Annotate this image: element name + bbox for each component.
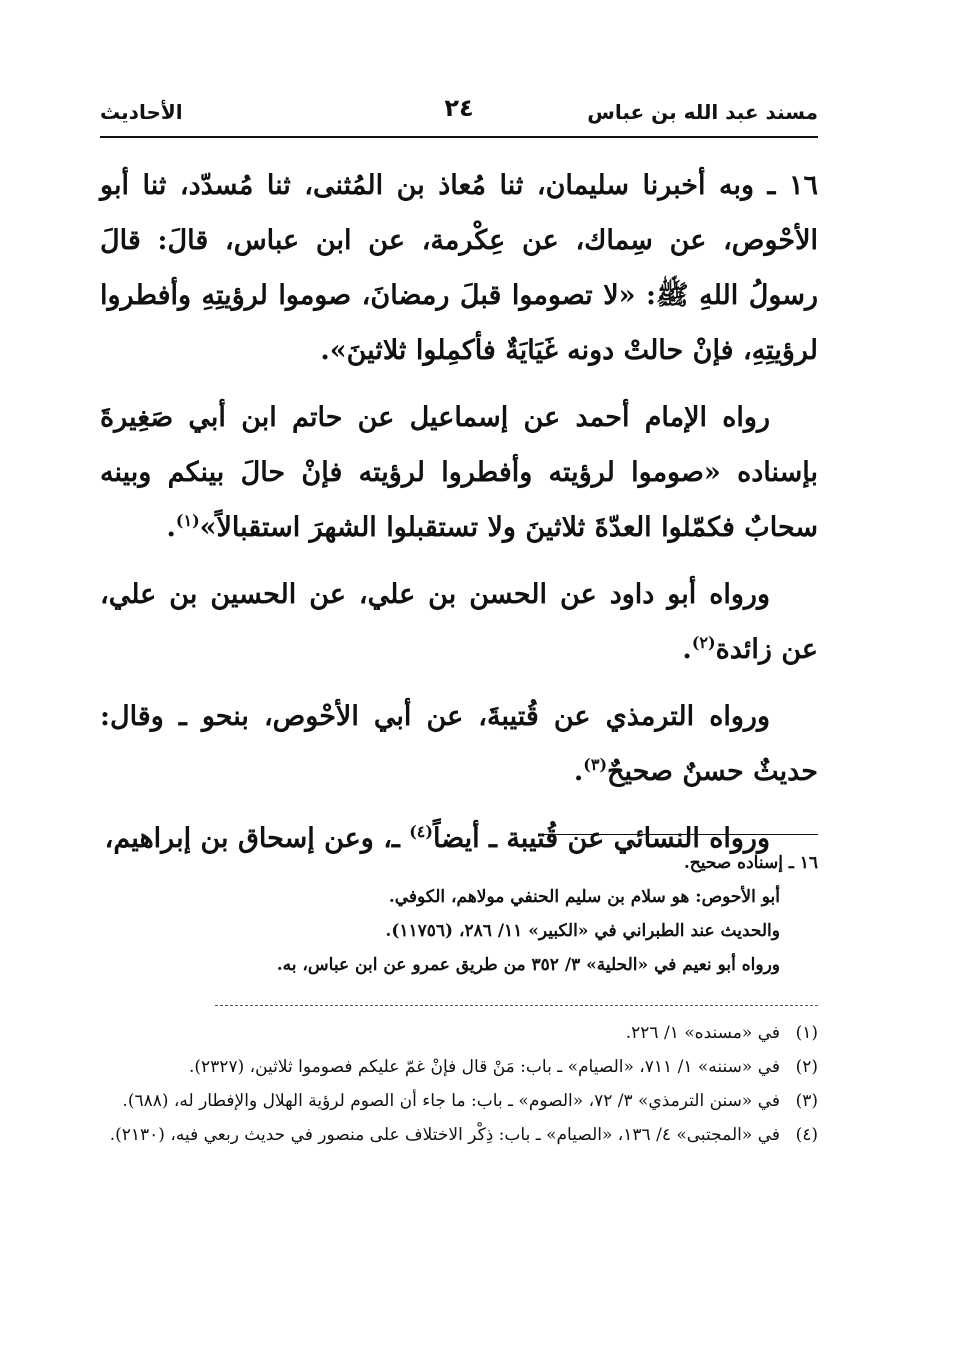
commentary-line-3: والحديث عند الطبراني في «الكبير» ١١/ ٢٨٦، (١١٧٥٦). [385, 921, 780, 941]
footnote-number: (١) [795, 1023, 818, 1043]
hadith-16-text: ١٦ ـ وبه أخبرنا سليمان، ثنا مُعاذ بن المُثنى، ثنا مُسدّد، ثنا أبو الأحْوص، عن سِماك، عن عِكْرمة، عن ابن عباس، قالَ: قالَ رسولُ اللهِ ﷺ: «لا تصوموا قبلَ رمضانَ، صوموا لرؤيتِهِ وأفطروا لرؤيتِهِ، فإنْ حالتْ دونه غَيَايَةٌ فأكمِلوا ثلاثينَ». [100, 170, 818, 366]
header-book-title: مسند عبد الله بن عباس [587, 100, 818, 124]
footnote-ref-1[interactable]: (١) [175, 511, 200, 530]
abudawud-narration-text: ورواه أبو داود عن الحسن بن علي، عن الحسين بن علي، عن زائدة [100, 579, 818, 665]
tirmidhi-narration: ورواه الترمذي عن قُتيبةَ، عن أبي الأحْوص، بنحو ـ وقال: حديثٌ حسنٌ صحيحٌ$^{(٣)}$. [100, 701, 818, 787]
running-header [100, 92, 818, 132]
footnote-item [100, 1016, 818, 1050]
footnote-item [100, 1118, 818, 1152]
footnote-ref-4[interactable]: (٤) [409, 822, 433, 841]
main-text [100, 158, 818, 866]
footnote-text: في «المجتبى» ٤/ ١٣٦، «الصيام» ـ باب: ذِكْر الاختلاف على منصور في حديث ربعي فيه، (٢١٣٠). [109, 1125, 780, 1145]
footnote-item [100, 1084, 818, 1118]
commentary-line-1: ١٦ ـ إسناده صحيح. [683, 853, 818, 873]
footnote-item [100, 1050, 818, 1084]
footnote-separator [538, 834, 818, 835]
footnote-ref-2[interactable]: (٢) [691, 633, 716, 652]
header-rule [100, 136, 818, 138]
page-number: ٢٤ [444, 94, 474, 122]
commentary-line-4: ورواه أبو نعيم في «الحلية» ٣/ ٣٥٢ من طريق عمرو عن ابن عباس، به. [276, 955, 780, 975]
nasai-narration-text-b: ـ، وعن إسحاق بن إبراهيم، [104, 823, 410, 854]
footnote-number: (٣) [795, 1091, 818, 1111]
footnote-text: في «سننه» ١/ ٧١١، «الصيام» ـ باب: مَنْ قال فإنْ غمّ عليكم فصوموا ثلاثين، (٢٣٢٧). [189, 1057, 780, 1077]
nasai-narration-text-a: ورواه النسائي عن قُتيبة ـ أيضاً [432, 823, 770, 854]
ahmad-narration-text: رواه الإمام أحمد عن إسماعيل عن حاتم ابن أبي صَغِيرةَ بإسناده «صوموا لرؤيته وأفطروا لرؤيته فإنْ حالَ بينكم وبينه سحابٌ فكمّلوا العدّةَ ثلاثينَ ولا تستقبلوا الشهرَ استقبالاً» [100, 402, 818, 543]
ahmad-narration: رواه الإمام أحمد عن إسماعيل عن حاتم ابن أبي صَغِيرةَ بإسناده «صوموا لرؤيته وأفطروا لرؤيته فإنْ حالَ بينكم وبينه سحابٌ فكمّلوا العدّةَ ثلاثينَ ولا تستقبلوا الشهرَ استقبالاً»$^{(١)}$. [100, 402, 818, 543]
footnote-dashed-separator [215, 1005, 818, 1006]
footnote-text: في «مسنده» ١/ ٢٢٦. [625, 1023, 780, 1043]
footnote-text: في «سنن الترمذي» ٣/ ٧٢، «الصوم» ـ باب: ما جاء أن الصوم لرؤية الهلال والإفطار له، (٦٨٨). [122, 1091, 780, 1111]
footnote-number: (٤) [795, 1125, 818, 1145]
tirmidhi-narration-text: ورواه الترمذي عن قُتيبةَ، عن أبي الأحْوص، بنحو ـ وقال: حديثٌ حسنٌ صحيحٌ [100, 701, 818, 787]
footnotes-list [100, 1016, 818, 1152]
abudawud-narration: ورواه أبو داود عن الحسن بن علي، عن الحسين بن علي، عن زائدة$^{(٢)}$. [100, 579, 818, 665]
commentary-line-2: أبو الأحوص: هو سلام بن سليم الحنفي مولاهم، الكوفي. [388, 887, 780, 907]
hadith-commentary [100, 846, 818, 982]
footnote-ref-3[interactable]: (٣) [583, 755, 608, 774]
footnote-number: (٢) [795, 1057, 818, 1077]
header-section-title: الأحاديث [100, 100, 183, 124]
